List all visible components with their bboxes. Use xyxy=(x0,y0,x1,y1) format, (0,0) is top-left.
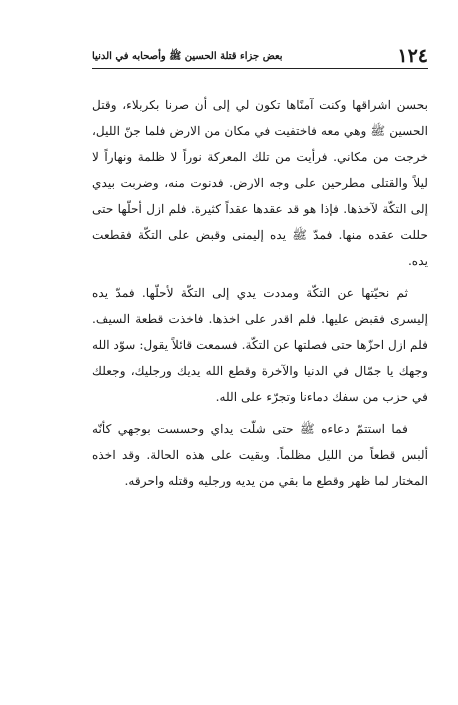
paragraph: فما استتمّ دعاءه ﷺ حتى شلّت يداي وحسست بوجهي كأنّه ألبس قطعاً من الليل مظلماً. وبقيت على هذه الحالة. وقد اخذه المختار لما ظهر وقطع ما بقي من يديه ورجليه وقتله واحرقه. xyxy=(92,422,428,488)
page-number: ١٢٤ xyxy=(397,45,428,67)
header-divider xyxy=(92,68,428,69)
paragraph: ثم نحيّتها عن التكّة ومددت يدي إلى التكّة لأحلّها. فمدّ يده إليسرى فقبض عليها. فلم اقدر على اخذها. فاخذت قطعة السيف. فلم ازل احزّها حتى فصلتها عن التكّة. فسمعت قائلاً يقول: سوّد الله وجهك يا جمّال في الدنيا والآخرة وقطع الله يديك ورجليك، وجعلك في حزب من سفك دماءنا وتجرّء على الله. xyxy=(92,286,428,404)
body-text xyxy=(92,92,428,494)
running-title: بعض جزاء قتلة الحسين ﷺ وأصحابه في الدنيا xyxy=(92,51,283,62)
paragraph: بحسن اشراقها وكنت آمنًاها تكون لي إلى أن صرنا بكربلاء، وقتل الحسين ﷺ وهي معه فاختفيت في مكان من الارض فلما جنّ الليل، خرجت من مكاني. فرأيت من تلك المعركة نوراً لا ظلمة ونهاراً لا ليلاً والقتلى مطرحين على وجه الارض. فدنوت منه، وضربت بيدي إلى التكّة لآخذها. فإذا هو قد عقدها عقداً كثيرة. فلم ازل أحلّها حتى حللت عقده منها. فمدّ ﷺ يده إليمنى وقبض على التكّة فقطعت يده. xyxy=(92,98,428,268)
page-header xyxy=(92,40,428,66)
